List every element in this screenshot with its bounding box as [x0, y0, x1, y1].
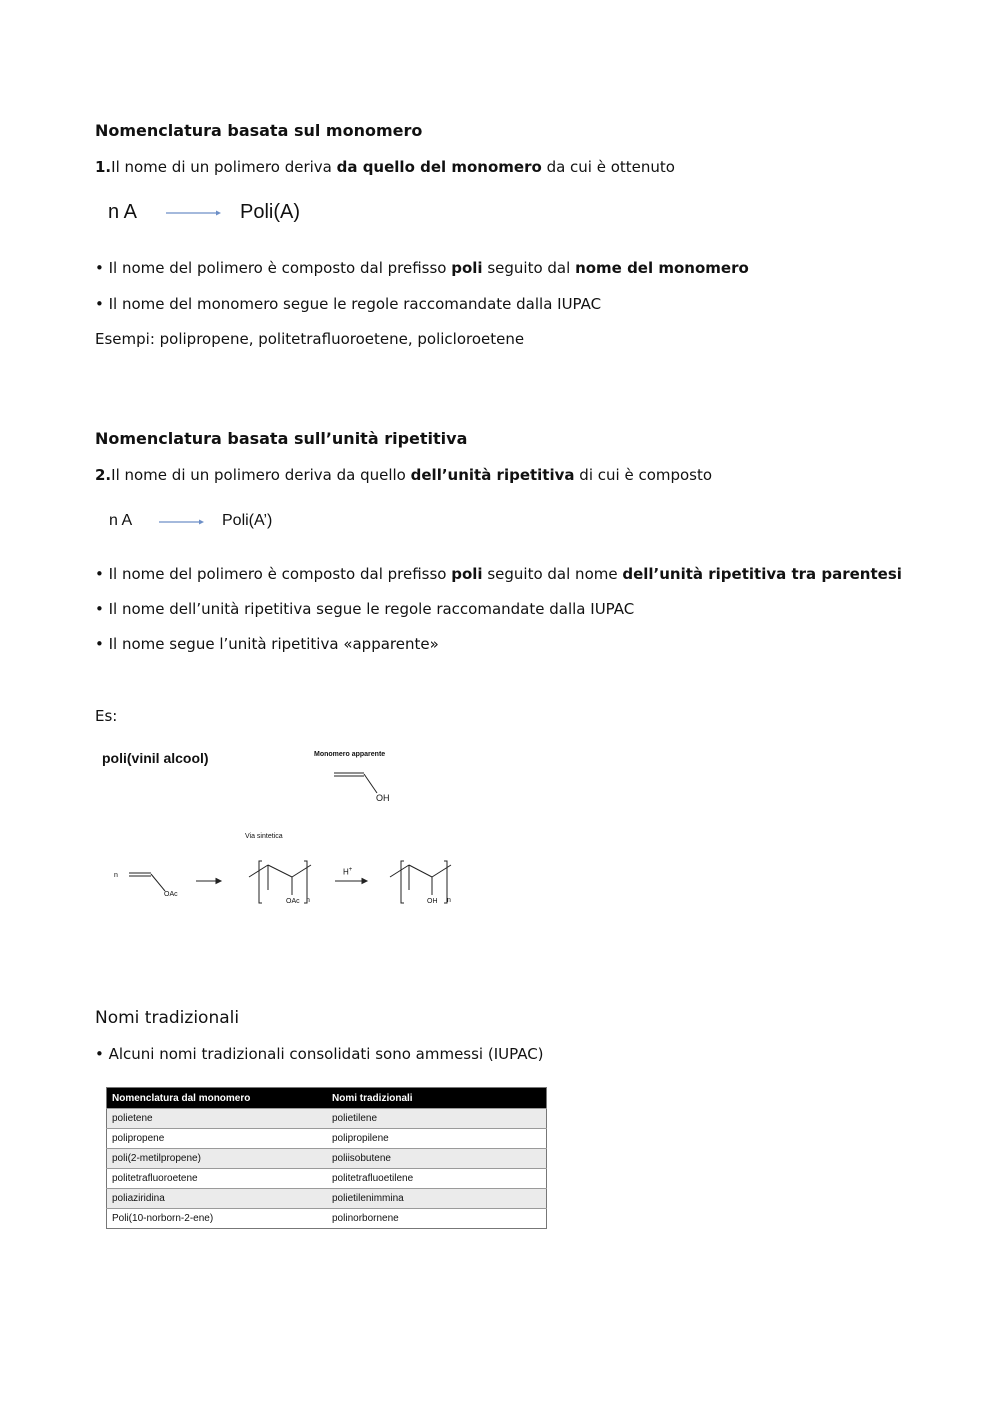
polyvinyl-alcohol-structure — [390, 861, 451, 903]
table-cell: polipropene — [107, 1129, 328, 1149]
table-header-row — [107, 1088, 547, 1109]
section2-title: Nomenclatura basata sull’unità ripetitiva — [95, 429, 468, 448]
rule-text-end: di cui è composto — [574, 466, 713, 484]
oac-label-monomer: OAc — [164, 891, 178, 898]
section1-title: Nomenclatura basata sul monomero — [95, 121, 423, 140]
example-label: Es: — [95, 707, 118, 725]
figure-title: poli(vinil alcool) — [102, 750, 209, 766]
table-cell: politetrafluoetilene — [327, 1169, 547, 1189]
rule-bold: dell’unità ripetitiva — [410, 466, 575, 484]
table-row — [107, 1209, 547, 1229]
rule-text: Il nome di un polimero deriva da quello — [111, 466, 411, 484]
section1-rule — [95, 158, 675, 176]
table-cell: Poli(10-norborn-2-ene) — [107, 1209, 328, 1229]
section2-bullet1 — [95, 565, 902, 583]
section3-title: Nomi tradizionali — [95, 1008, 240, 1028]
section1-bullet1 — [95, 259, 749, 277]
section2-bullet3: • Il nome segue l’unità ripetitiva «apparente» — [95, 635, 439, 653]
reagent-charge: + — [348, 867, 353, 873]
scheme2-product: Poli(A’) — [222, 512, 273, 529]
traditional-names-table — [106, 1087, 547, 1229]
table-row — [107, 1169, 547, 1189]
rule-text: Il nome di un polimero deriva — [111, 158, 337, 176]
n-coefficient: n — [114, 872, 118, 879]
oh-label-polymer: OH — [427, 898, 438, 905]
monomer-vinyl-structure — [334, 773, 377, 793]
oac-label-polymer: OAc — [286, 898, 300, 905]
rule-bold: da quello del monomero — [336, 158, 542, 176]
rule-number: 1. — [95, 158, 112, 176]
bullet-text: • Il nome del polimero è composto dal prefisso — [95, 565, 452, 583]
arrow-icon — [166, 208, 222, 218]
reaction-arrow-2 — [335, 879, 367, 884]
table-cell: polietene — [107, 1109, 328, 1129]
bullet-text-mid: seguito dal — [482, 259, 576, 277]
scheme1-reactant: n A — [108, 201, 137, 223]
table-cell: poliisobutene — [327, 1149, 547, 1169]
table-cell: polinorbornene — [327, 1209, 547, 1229]
table-cell: polietilenimmina — [327, 1189, 547, 1209]
table-row — [107, 1109, 547, 1129]
route-label: Via sintetica — [245, 833, 283, 840]
table-row — [107, 1129, 547, 1149]
section1-bullet2: • Il nome del monomero segue le regole raccomandate dalla IUPAC — [95, 295, 602, 313]
table-header-cell: Nomi tradizionali — [327, 1088, 547, 1109]
table-row — [107, 1189, 547, 1209]
section2-bullet2: • Il nome dell’unità ripetitiva segue le regole raccomandate dalla IUPAC — [95, 600, 635, 618]
table-row — [107, 1149, 547, 1169]
table-cell: politetrafluoroetene — [107, 1169, 328, 1189]
bullet-bold: poli — [451, 565, 483, 583]
oh-label: OH — [376, 793, 390, 803]
bullet-bold-end: dell’unità ripetitiva tra parentesi — [622, 565, 902, 583]
table-cell: polipropilene — [327, 1129, 547, 1149]
rule-text-end: da cui è ottenuto — [541, 158, 675, 176]
reagent-text: H — [343, 867, 349, 877]
table-cell: polietilene — [327, 1109, 547, 1129]
n-subscript-1: n — [306, 897, 310, 904]
reaction-arrow-1 — [196, 879, 221, 884]
scheme1-product: Poli(A) — [240, 201, 301, 223]
scheme2-reactant: n A — [109, 512, 133, 529]
bullet-text-mid: seguito dal nome — [482, 565, 623, 583]
bullet-bold-end: nome del monomero — [575, 259, 749, 277]
monomer-label: Monomero apparente — [314, 751, 386, 758]
vinyl-acetate-structure — [129, 873, 165, 891]
arrow-icon — [159, 517, 205, 527]
table-header-cell: Nomenclatura dal monomero — [107, 1088, 328, 1109]
n-subscript-2: n — [447, 897, 451, 904]
rule-number: 2. — [95, 466, 112, 484]
reagent-label — [343, 867, 352, 877]
polyvinyl-acetate-structure — [249, 861, 311, 903]
bullet-text: • Il nome del polimero è composto dal prefisso — [95, 259, 452, 277]
bullet-bold: poli — [451, 259, 483, 277]
table-cell: poli(2-metilpropene) — [107, 1149, 328, 1169]
section1-examples: Esempi: polipropene, politetrafluoroetene, policloroetene — [95, 330, 525, 348]
table-cell: poliaziridina — [107, 1189, 328, 1209]
section2-rule — [95, 466, 712, 484]
section3-bullet: • Alcuni nomi tradizionali consolidati sono ammessi (IUPAC) — [95, 1045, 544, 1063]
